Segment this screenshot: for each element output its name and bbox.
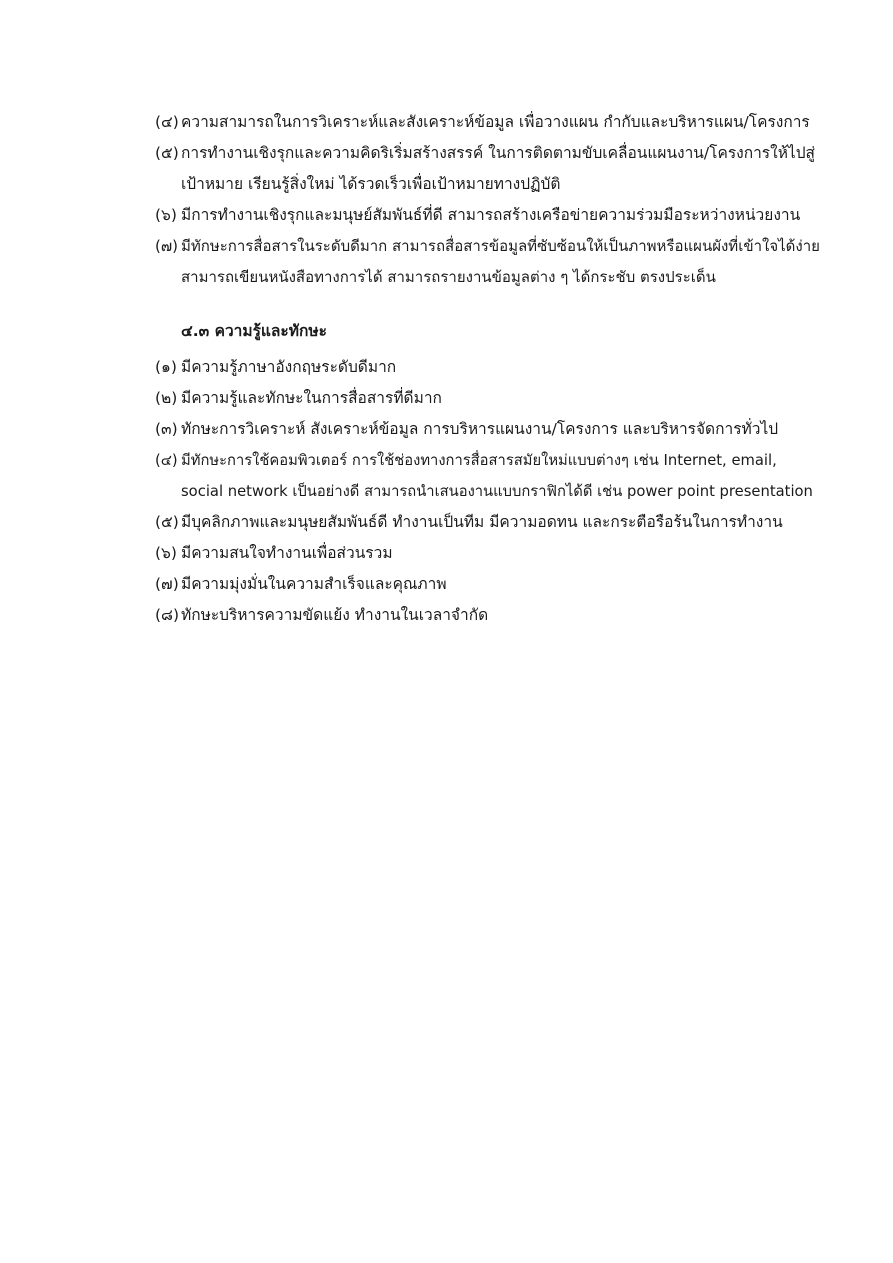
item-number: (๖) bbox=[155, 544, 177, 562]
item-number: (๕) bbox=[155, 144, 179, 162]
item-text: การทำงานเชิงรุกและความคิดริเริ่มสร้างสรรค์ ในการติดตามขับเคลื่อนแผนงาน/โครงการให้ไปสู่ bbox=[181, 144, 816, 162]
list-item bbox=[155, 138, 820, 200]
item-text: มีความสนใจทำงานเพื่อส่วนรวม bbox=[181, 544, 393, 562]
item-text: มีความมุ่งมั่นในความสำเร็จและคุณภาพ bbox=[181, 575, 447, 593]
item-number: (๓) bbox=[155, 420, 178, 438]
item-text: ทักษะการวิเคราะห์ สังเคราะห์ข้อมูล การบริหารแผนงาน/โครงการ และบริหารจัดการทั่วไป bbox=[181, 420, 779, 438]
item-number: (๗) bbox=[155, 237, 178, 255]
list-item bbox=[155, 107, 820, 138]
item-text: มีความรู้และทักษะในการสื่อสารที่ดีมาก bbox=[181, 389, 442, 407]
list-item bbox=[155, 352, 820, 383]
list-item bbox=[155, 445, 820, 507]
list-item bbox=[155, 507, 820, 538]
list-item bbox=[155, 538, 820, 569]
item-text-continuation: social network เป็นอย่างดี สามารถนำเสนองานแบบกราฟิกได้ดี เช่น power point presentation bbox=[181, 483, 813, 500]
item-number: (๗) bbox=[155, 575, 179, 593]
knowledge-skills-list bbox=[155, 352, 820, 631]
list-item bbox=[155, 414, 820, 445]
item-text: ทักษะบริหารความขัดแย้ง ทำงานในเวลาจำกัด bbox=[181, 606, 489, 624]
item-number: (๘) bbox=[155, 606, 180, 624]
item-text: มีทักษะการสื่อสารในระดับดีมาก สามารถสื่อสารข้อมูลที่ซับซ้อนให้เป็นภาพหรือแผนผังที่เข้าใจได้ง่าย bbox=[181, 237, 820, 255]
item-text-continuation: เป้าหมาย เรียนรู้สิ่งใหม่ ได้รวดเร็วเพื่อเป้าหมายทางปฏิบัติ bbox=[181, 175, 561, 193]
item-number: (๔) bbox=[155, 452, 178, 469]
item-text: มีทักษะการใช้คอมพิวเตอร์ การใช้ช่องทางการสื่อสารสมัยใหม่แบบต่างๆ เช่น Internet, email, bbox=[181, 452, 777, 469]
item-number: (๖) bbox=[155, 206, 177, 224]
item-text: ความสามารถในการวิเคราะห์และสังเคราะห์ข้อมูล เพื่อวางแผน กำกับและบริหารแผน/โครงการ bbox=[181, 113, 810, 131]
list-item bbox=[155, 231, 820, 293]
list-item bbox=[155, 569, 820, 600]
item-number: (๔) bbox=[155, 113, 179, 131]
item-text: มีความรู้ภาษาอังกฤษระดับดีมาก bbox=[181, 358, 397, 376]
list-item bbox=[155, 600, 820, 631]
list-item bbox=[155, 383, 820, 414]
section-heading: ๔.๓ ความรู้และทักษะ bbox=[181, 322, 327, 340]
qualification-list-continued bbox=[155, 107, 820, 293]
item-text-continuation: สามารถเขียนหนังสือทางการได้ สามารถรายงานข้อมูลต่าง ๆ ได้กระชับ ตรงประเด็น bbox=[181, 268, 716, 286]
item-number: (๑) bbox=[155, 358, 177, 376]
item-number: (๒) bbox=[155, 389, 178, 407]
list-item bbox=[155, 200, 820, 231]
item-number: (๕) bbox=[155, 513, 179, 531]
item-text: มีบุคลิกภาพและมนุษยสัมพันธ์ดี ทำงานเป็นทีม มีความอดทน และกระตือรือร้นในการทำงาน bbox=[181, 513, 783, 531]
item-text: มีการทำงานเชิงรุกและมนุษย์สัมพันธ์ที่ดี สามารถสร้างเครือข่ายความร่วมมือระหว่างหน่วยงาน bbox=[181, 206, 801, 224]
